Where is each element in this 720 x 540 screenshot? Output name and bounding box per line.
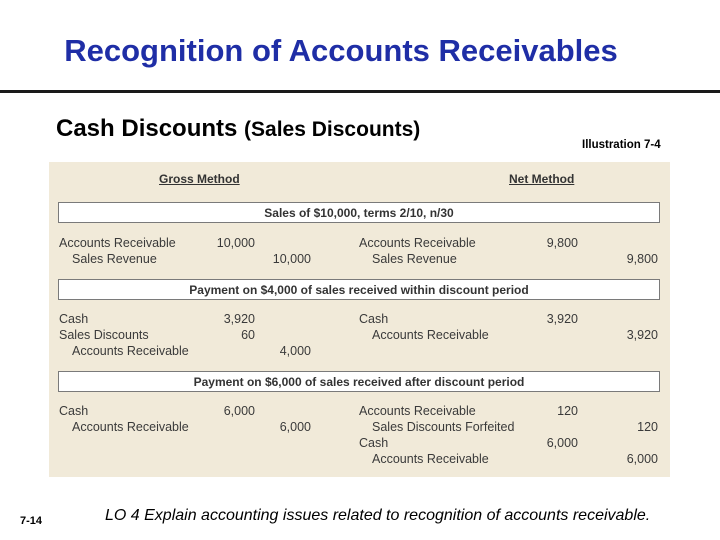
learning-objective: LO 4 Explain accounting issues related to recognition of accounts receivable. [105,507,651,524]
journal-credit: 6,000 [279,420,311,434]
journal-debit: 3,920 [223,312,255,326]
journal-account: Cash [59,312,89,326]
journal-credit: 4,000 [279,344,311,358]
journal-credit: 9,800 [626,252,658,266]
section-heading-within-period: Payment on $4,000 of sales received within discount period [58,279,660,300]
subtitle-main: Cash Discounts [56,115,238,142]
journal-account: Accounts Receivable [72,420,189,434]
section-heading-sale: Sales of $10,000, terms 2/10, n/30 [58,202,660,223]
net-method-header: Net Method [509,172,575,186]
journal-account: Sales Discounts Forfeited [372,420,515,434]
journal-debit: 120 [557,404,578,418]
journal-account: Accounts Receivable [59,236,176,250]
journal-account: Sales Revenue [72,252,157,266]
journal-debit: 6,000 [223,404,255,418]
journal-debit: 9,800 [546,236,578,250]
slide-subtitle [56,115,420,143]
journal-credit: 6,000 [626,452,658,466]
slide-title: Recognition of Accounts Receivables [64,33,618,68]
journal-debit: 6,000 [546,436,578,450]
journal-account: Cash [59,404,89,418]
journal-account: Accounts Receivable [72,344,189,358]
journal-credit: 120 [637,420,658,434]
journal-account: Sales Revenue [372,252,457,266]
journal-credit: 3,920 [626,328,658,342]
journal-debit: 3,920 [546,312,578,326]
gross-method-header: Gross Method [159,172,240,186]
subtitle-parenthetical: (Sales Discounts) [244,118,421,141]
illustration-label: Illustration 7-4 [582,139,661,151]
journal-account: Accounts Receivable [372,452,489,466]
journal-account: Accounts Receivable [359,236,476,250]
journal-debit: 10,000 [216,236,255,250]
journal-account: Cash [359,436,389,450]
journal-debit: 60 [241,328,255,342]
journal-account: Accounts Receivable [372,328,489,342]
journal-account: Accounts Receivable [359,404,476,418]
title-divider [0,90,720,93]
journal-credit: 10,000 [272,252,311,266]
section-heading-after-period: Payment on $6,000 of sales received after discount period [58,371,660,392]
slide-number: 7-14 [20,515,43,527]
journal-account: Cash [359,312,389,326]
journal-account: Sales Discounts [59,328,149,342]
